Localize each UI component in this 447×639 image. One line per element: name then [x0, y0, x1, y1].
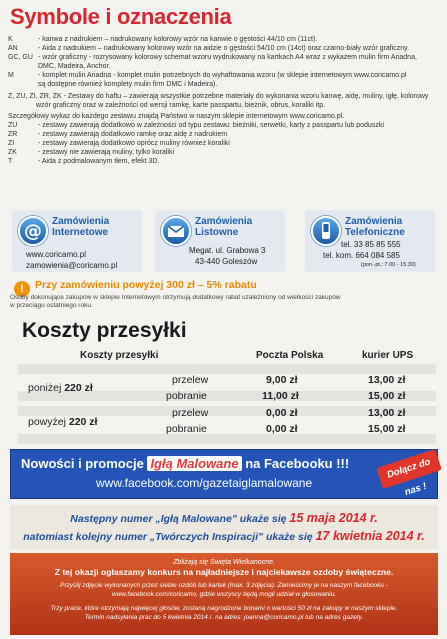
legend-text: - komplet mulin Ariadna - komplet mulin potrzebnych do wyhaftowania wzoru (w sklepie internetowym www.coricamo.pl [38, 72, 407, 80]
col-header-poczta: Poczta Polska [256, 350, 324, 361]
legend-item [8, 53, 438, 62]
next-issue-line: Następny numer „Igłą Malowane" ukaże się 15 maja 2014 r. [70, 511, 378, 525]
contest-text: Przyślij zdjęcie wykonanych przez siebie ozdób lub kartek (max. 3 zdjęcia). Zamieścimy je na naszym facebooku - [59, 582, 389, 589]
table-row-method: przelew [172, 374, 209, 386]
legend-text: - wzór graficzny - rozrysowany kolorowy schemat wzoru wydrukowany na kartkach A4 wraz z wykazem mulin firm Ariadna, [38, 54, 417, 62]
table-cell-ups: 15,00 zł [368, 423, 406, 435]
legend-code [8, 62, 38, 71]
legend-text: - zestawy nie zawierają muliny, tylko koraliki [38, 149, 175, 157]
envelope-icon [161, 216, 191, 246]
contest-text: Trzy prace, które otrzymają najwięcej głosów, zostaną nagrodzone bonami o wartości 50 zł na zakupy w naszym sklepie. [50, 605, 398, 612]
table-cell-poczta: 0,00 zł [266, 407, 298, 419]
contest-headline: Z tej okazji ogłaszamy konkurs na najładniejsze i najciekawsze ozdoby świąteczne. [54, 567, 394, 577]
shipping-table [18, 350, 436, 445]
legend-code: K [8, 36, 13, 43]
symbol-legend [8, 35, 438, 166]
phone-icon [311, 216, 341, 246]
legend-subitem [8, 130, 438, 139]
legend-item [8, 80, 438, 89]
legend-text: - Aida z podmalowanym tłem, efekt 3D. [38, 158, 160, 166]
at-sign-icon [18, 216, 48, 246]
legend-code: ZI [8, 140, 15, 148]
legend-subitem [8, 148, 438, 157]
postal-address-street: Megat. ul. Grabowa 3 [189, 246, 266, 255]
facebook-headline: Nowości i promocje Igłą Malowane na Facebooku !!! [21, 456, 350, 471]
contact-internet [12, 210, 142, 272]
next-issue-notice [10, 505, 438, 549]
legend-text: - Aida z nadrukiem – nadrukowany kolorowy wzór na aidzie o gęstości 54/10 cm (14ct) oraz czarno-biały wzór graficzny. [38, 45, 410, 53]
email-link[interactable]: zamowienia@coricamo.pl [26, 261, 118, 270]
legend-subitem [8, 139, 438, 148]
warning-icon: ! [14, 281, 30, 297]
legend-code: AN [8, 45, 18, 53]
row-shading [18, 434, 436, 444]
table-cell-ups: 13,00 zł [368, 374, 406, 386]
legend-text: DMC, Madeira, Anchor. [38, 63, 111, 71]
table-cell-poczta: 11,00 zł [262, 390, 299, 402]
easter-contest-banner [10, 553, 438, 635]
legend-subitem [8, 121, 438, 130]
legend-item [8, 35, 438, 44]
contest-deadline: Termin nadsyłania prac do 5 kwietnia 2014 r. na adres: joanna@coricamo.pl lub na adres gazety. [84, 614, 364, 621]
table-cell-poczta: 0,00 zł [266, 423, 298, 435]
details-note: Szczegółowy wykaz do każdego zestawu znajdą Państwo w naszym sklepie internetowym www.coricamo.pl. [8, 112, 345, 120]
table-row-method: pobranie [166, 390, 207, 402]
legend-text: - zestawy zawierają dodatkowo w zależności od typu zestawu: bieżniki, serwetki, karty z passpartu lub poduszki [38, 121, 384, 129]
legend-code: ZU [8, 121, 18, 129]
legend-code: T [8, 158, 13, 166]
contact-title: Zamówienia Telefoniczne [345, 216, 405, 238]
legend-text: są dostępne również komplety mulin firm DMC i Madeira). [38, 81, 218, 89]
table-row-method: przelew [172, 407, 209, 419]
contact-title: Zamówienia Listowne [195, 216, 253, 238]
group-label: powyżej 220 zł [28, 416, 98, 428]
group-label: poniżej 220 zł [28, 382, 93, 394]
col-header-ups: kurier UPS [362, 350, 414, 361]
table-cell-ups: 15,00 zł [368, 390, 406, 402]
contact-phone [305, 210, 435, 272]
postal-address-city: 43-440 Goleszów [195, 257, 258, 266]
contest-text: www.facebook.com/coricamo, gdzie wszyscy będą mogli udział w głosowaniu. [111, 591, 337, 598]
facebook-url-link[interactable]: www.facebook.com/gazetaiglamalowane [96, 476, 313, 490]
page-title: Symbole i oznaczenia [10, 4, 232, 29]
discount-text: Osoby dokonujące zakupów w sklepie Internetowym otrzymują dodatkowy rabat uzależniony od wielkości zakupów w przeciągu ostatniego roku. [10, 294, 341, 309]
zestawy-description-cont: wzór graficzny oraz w zależności od wersji ramkę, karte passpartu, bieżnik, obrus, koraliki itp. [36, 101, 326, 109]
website-link[interactable]: www.coricamo.pl [26, 250, 87, 259]
legend-code: ZR [8, 130, 18, 138]
shipping-title: Koszty przesyłki [22, 319, 187, 342]
table-cell-poczta: 9,00 zł [266, 374, 298, 386]
legend-text: - zestawy zawierają dodatkowo oprócz muliny również koraliki [38, 140, 230, 148]
table-cell-ups: 13,00 zł [368, 407, 406, 419]
zestawy-description: Z, ZU, ZI, ZR, ZK - Zestawy do haftu – zawierają wszystkie potrzebne materiały do wykonania wzoru kanwę, aidę, muliny, igłę, kolorowy [8, 92, 429, 100]
facebook-banner[interactable] [10, 449, 438, 499]
col-header-label: Koszty przesyłki [80, 350, 159, 361]
contact-title: Zamówienia Internetowe [52, 216, 110, 238]
contact-post [155, 210, 285, 272]
legend-subitem [8, 157, 438, 166]
office-hours: (pon.-pt.: 7.00 - 15.30) [361, 262, 416, 268]
legend-code [8, 80, 38, 89]
legend-item [8, 71, 438, 80]
legend-text: - kanwa z nadrukiem – nadrukowany kolorowy wzór na kanwie o gęstości 44/10 cm (11ct). [38, 36, 318, 43]
phone-number[interactable]: tel. 33 85 85 555 [341, 240, 401, 249]
join-us-badge[interactable]: Dołącz do nas ! [376, 449, 442, 489]
legend-code: M [8, 72, 14, 80]
table-row-method: pobranie [166, 423, 207, 435]
legend-item [8, 44, 438, 53]
contest-intro: Zbliżają się Święta Wielkanocne. [173, 559, 275, 566]
legend-text: - zestawy zawierają dodatkowo ramkę oraz aidę z nadrukiem [38, 130, 228, 138]
svg-text:@: @ [24, 221, 42, 242]
next-issue-line: natomiast kolejny numer „Twórczych Inspiracji" ukaże się 17 kwietnia 2014 r. [23, 529, 425, 543]
row-shading [18, 364, 436, 374]
mobile-number[interactable]: tel. kom. 664 084 585 [323, 251, 400, 260]
magazine-logo: Igłą Malowane [147, 456, 241, 471]
legend-code: GC, GU [8, 54, 33, 62]
legend-code: ZK [8, 149, 17, 157]
legend-item [8, 62, 438, 71]
discount-headline: Przy zamówieniu powyżej 300 zł – 5% rabatu [35, 279, 257, 291]
